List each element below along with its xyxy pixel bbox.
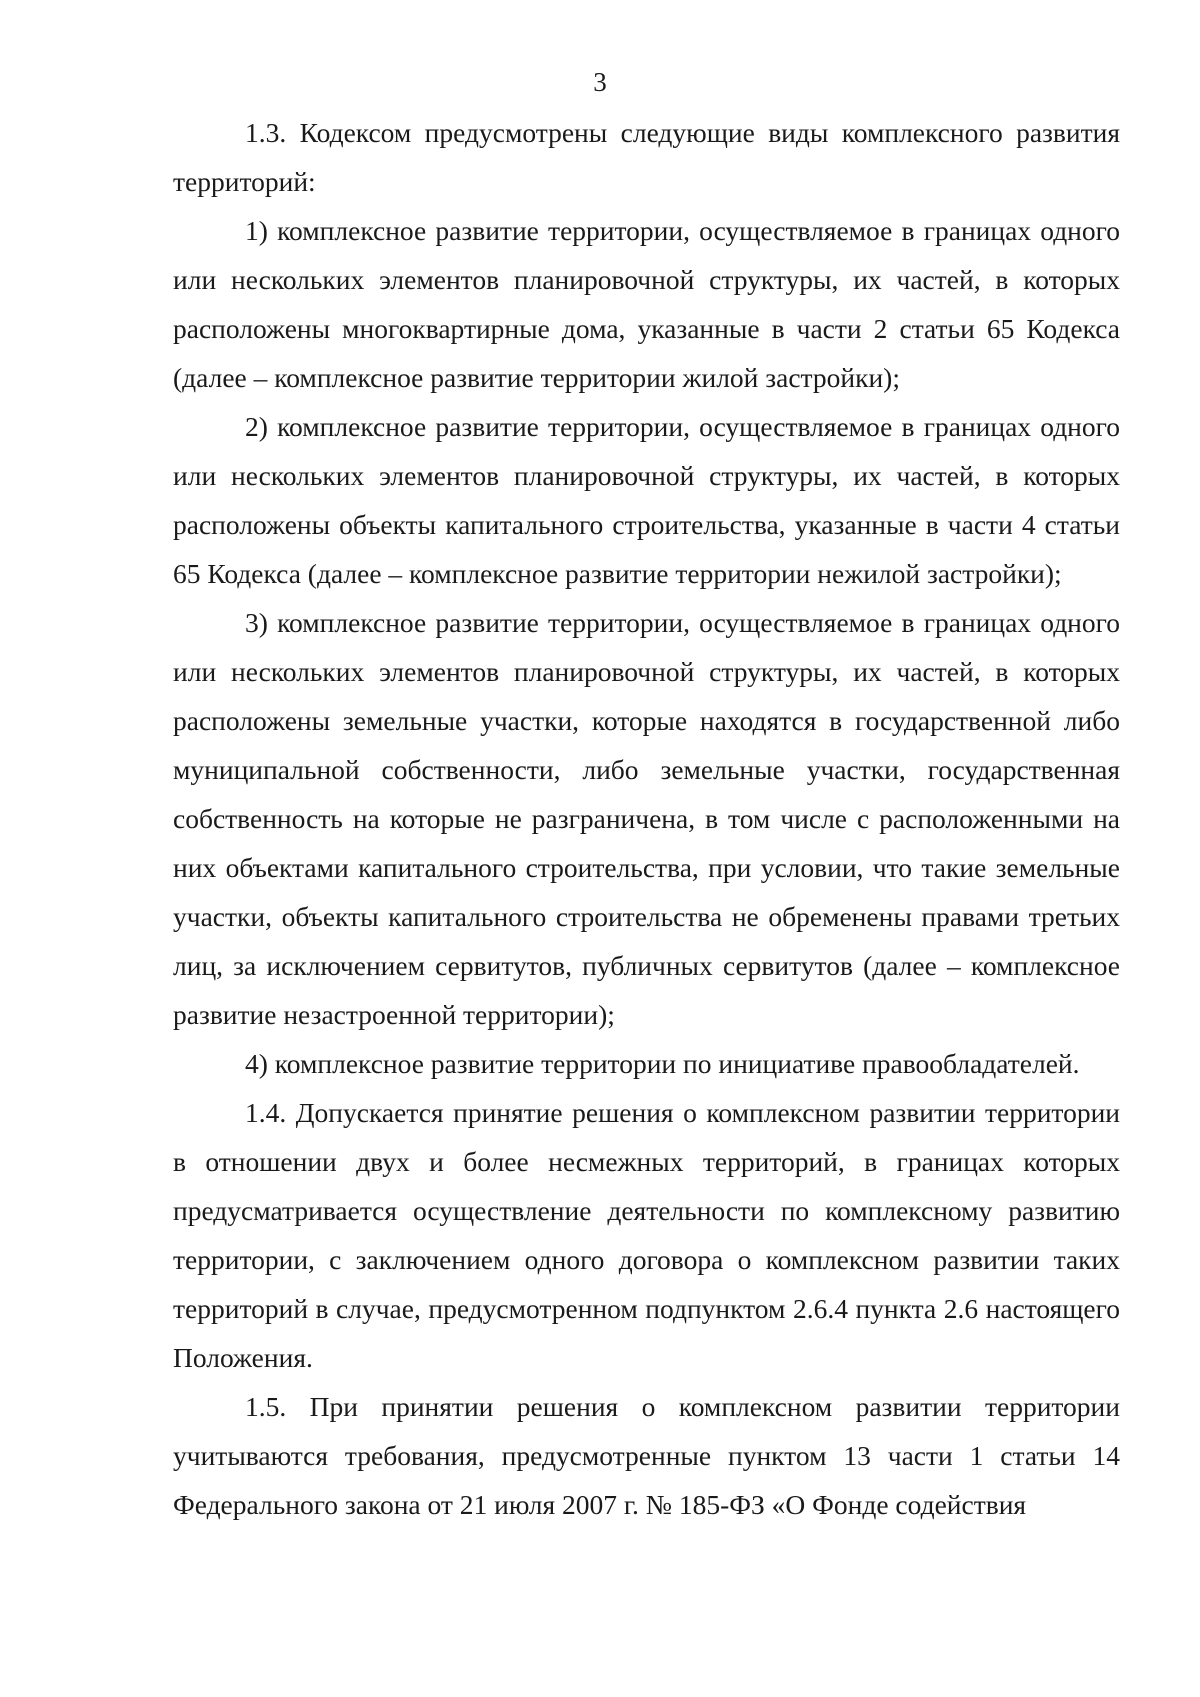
paragraph-1-5: 1.5. При принятии решения о комплексном развитии территории учитываются требования, предусмотренные пунктом 13 части 1 статьи 14 Федерального закона от 21 июля 2007 г. № 185-ФЗ «О Фонде содействия	[173, 1391, 1120, 1520]
page-number: 3	[593, 67, 607, 97]
list-item-4: 4) комплексное развитие территории по инициативе правообладателей.	[245, 1048, 1080, 1079]
paragraph-1-4: 1.4. Допускается принятие решения о комплексном развитии территории в отношении двух и более несмежных территорий, в границах которых предусматривается осуществление деятельности по комплексному развитию территории, с заключением одного договора о комплексном развитии таких территорий в случае, предусмотренном подпунктом 2.6.4 пункта 2.6 настоящего Положения.	[173, 1097, 1120, 1373]
list-item-2: 2) комплексное развитие территории, осуществляемое в границах одного или нескольких элементов планировочной структуры, их частей, в которых расположены объекты капитального строительства, указанные в части 4 статьи 65 Кодекса (далее – комплексное развитие территории нежилой застройки);	[173, 411, 1120, 589]
list-item-1: 1) комплексное развитие территории, осуществляемое в границах одного или нескольких элементов планировочной структуры, их частей, в которых расположены многоквартирные дома, указанные в части 2 статьи 65 Кодекса (далее – комплексное развитие территории жилой застройки);	[173, 215, 1120, 393]
document-body	[173, 108, 1120, 1529]
list-item-3: 3) комплексное развитие территории, осуществляемое в границах одного или нескольких элементов планировочной структуры, их частей, в которых расположены земельные участки, которые находятся в государственной либо муниципальной собственности, либо земельные участки, государственная собственность на которые не разграничена, в том числе с расположенными на них объектами капитального строительства, при условии, что такие земельные участки, объекты капитального строительства не обременены правами третьих лиц, за исключением сервитутов, публичных сервитутов (далее – комплексное развитие незастроенной территории);	[173, 607, 1120, 1030]
paragraph-1-3: 1.3. Кодексом предусмотрены следующие виды комплексного развития территорий:	[173, 117, 1120, 197]
